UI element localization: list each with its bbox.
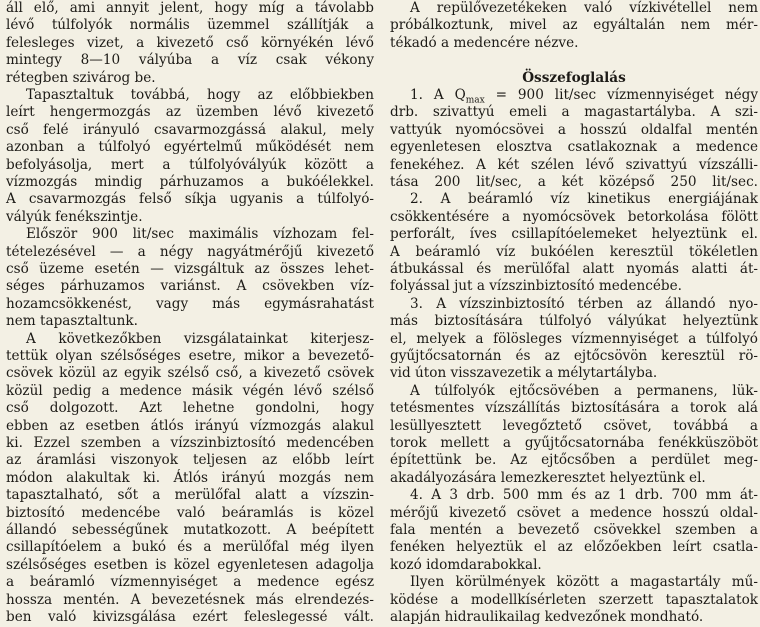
text-line: 4. A 3 drb. 500 mm és az 1 drb. 700 mm át- — [410, 487, 758, 504]
text-line: A következőkben vizsgálatainkat kiterjesz- — [26, 330, 374, 347]
text-line: felesleges vizet, a kivezető cső környékén lévő — [6, 34, 374, 51]
text-line: mérőjű kivezető csövet a medence hosszú oldal- — [390, 504, 758, 521]
text-line: átbukással és merülőfal alatt nyomás alatti át- — [390, 261, 758, 277]
text-line: vízmozgás mindig párhuzamos a bukóélekkel. — [6, 174, 374, 190]
text-line: azonban a túlfolyó egyértelmű működését nem — [6, 139, 374, 156]
text-line: leírt hengermozgás az üzemben lévő kivezető — [6, 104, 374, 121]
text-line: el, melyek a fölösleges vízmennyiséget a túlfolyó — [390, 330, 758, 347]
text-line: Tapasztaltuk továbbá, hogy az előbbiekben — [26, 87, 374, 103]
text-line: torok mellett a gyűjtőcsatornába fenékküszöböt — [390, 435, 758, 451]
text-line: befolyásolja, mert a túlfolyóvályúk között a — [6, 156, 374, 173]
text-line: próbálkoztunk, mivel az egyáltalán nem mér- — [390, 17, 758, 34]
text-line: perforált, íves csillapítóelemeket helyeztünk el. — [390, 226, 758, 243]
text-line: A csavarmozgás felső síkja ugyanis a túlfolyó- — [6, 191, 374, 208]
text-line: tása 200 lit/sec, a két középső 250 lit/sec. — [390, 174, 758, 190]
text-line: cső dolgozott. Azt lehetne gondolni, hogy — [6, 400, 374, 417]
text-line: drb. szivattyú emeli a magastartályba. A szi- — [390, 104, 758, 121]
text-line: A beáramló víz bukóélen keresztül tökéletlen — [390, 243, 758, 260]
text-line: a beáramló vízmennyiséget a medence egész — [6, 574, 374, 591]
text-line: lévő túlfolyók normális üzemmel szállítják a — [6, 17, 374, 34]
text-line: ki. Ezzel szemben a vízszinbiztosító medencében — [6, 435, 374, 451]
text-line: séges párhuzamos variánst. A csövekben víz- — [6, 278, 374, 295]
text-line: ben való kivizsgálása ezért feleslegessé vált. — [6, 609, 374, 625]
section-heading: Összefoglalás — [522, 69, 626, 86]
text-line: hozamcsökkenést, vagy más egymásrahatást — [6, 295, 374, 312]
text-line: módon alakultak ki. Átlós irányú mozgás nem — [6, 469, 374, 486]
text-line: cső felé irányuló csavarmozgássá alakul, mely — [6, 121, 374, 138]
text-line: fala mentén a bevezető csövekkel szemben a — [390, 522, 758, 538]
text-line: csillapítóelem a bukó és a merülőfal még ilyen — [6, 539, 374, 556]
text-line: tapasztalható, sőt a merülőfal alatt a vízszin- — [6, 487, 374, 504]
text-line: nem tapasztaltunk. — [6, 313, 138, 330]
text-line: szélsőséges esetben is közel egyenletesen adagolja — [6, 556, 374, 573]
text-line: állandó sebességűnek mutatkozott. A beépített — [6, 522, 374, 538]
text-line: vályúk fenékszintje. — [6, 208, 143, 225]
text-line: rétegben szivárog be. — [6, 69, 156, 86]
text-line: folyással jut a vízszinbiztosító medencébe. — [390, 278, 682, 295]
text-line: A túlfolyók ejtőcsövében a permanens, lük- — [410, 382, 758, 399]
text-line: más biztosítására túlfolyó vályúkat helyeztünk — [390, 313, 758, 330]
text-line: mintegy 8—10 vályúba a víz csak vékony — [6, 52, 374, 69]
text-line: építettünk be. Az ejtőcsőben a perdület meg- — [390, 452, 758, 469]
text-line: Először 900 lit/sec maximális vízhozam fel- — [26, 226, 374, 243]
text-line: Ilyen körülmények között a magastartály mű- — [410, 574, 758, 591]
text-line: akadályozására lemezkeresztet helyeztünk el. — [390, 469, 706, 486]
text-line: cső üzeme esetén — vizsgáltuk az összes lehet- — [6, 261, 374, 277]
text-line: hossza mentén. A bevezetésnek más elrendezés- — [6, 591, 374, 608]
text-line: tékadó a medencére nézve. — [390, 34, 579, 51]
text-line: biztosító medencébe való beáramlás is közel — [6, 504, 374, 521]
text-line: tettük olyan szélsőséges esetre, mikor a bevezető- — [6, 348, 374, 364]
text-line: lesüllyesztett levegőztető csövet, továbbá a — [390, 417, 758, 434]
text-line: alapján hidraulikailag kedvezőnek mondható. — [390, 609, 704, 625]
text-line: A repülővezetékeken való vízkivétellel nem — [410, 0, 758, 16]
text-line: csökkentésére a nyomócsövek betorkolása fölött — [390, 208, 758, 225]
text-line: 1. A $Q_{max} = 900$ lit/sec vízmennyiséget négy — [410, 87, 758, 106]
text-line: ködése a modellkísérleten szerzett tapasztalatok — [390, 591, 758, 608]
text-line: fenekéhez. A két szélen lévő szivattyú vízszálli- — [390, 156, 758, 173]
text-line: tetésmentes vízszállítás biztosítására a torok alá — [390, 400, 758, 417]
text-line: egyenletesen elosztva csatlakoznak a medence — [390, 139, 758, 156]
text-line: kozó idomdarabokkal. — [390, 556, 542, 573]
text-line: tételezésével — a négy nagyátmérőjű kivezető — [6, 243, 374, 260]
text-line: közül pedig a medence másik végén lévő szélső — [6, 382, 374, 399]
text-line — [390, 51, 758, 70]
text-line: 2. A beáramló víz kinetikus energiájának — [410, 191, 758, 208]
text-line: fenéken helyeztük el az előzőekben leírt csatla- — [390, 539, 758, 556]
text-line: vattyúk nyomócsövei a hosszú oldalfal mentén — [390, 121, 758, 138]
text-line: 3. A vízszinbiztosító térben az állandó nyo- — [410, 295, 758, 312]
text-line: ebben az esetben átlós irányú vízmozgás alakul — [6, 417, 374, 434]
text-line: áll elő, ami annyit jelent, hogy míg a távolabb — [6, 0, 374, 16]
text-line: az áramlási viszonyok teljesen az előbb leírt — [6, 452, 374, 469]
text-line: csövek közül az egyik szélső cső, a kivezető csövek — [6, 365, 374, 382]
text-line: gyűjtőcsatornán és az ejtőcsövön keresztül rö- — [390, 348, 758, 364]
text-line: vid úton visszavezetik a mélytartályba. — [390, 365, 658, 382]
